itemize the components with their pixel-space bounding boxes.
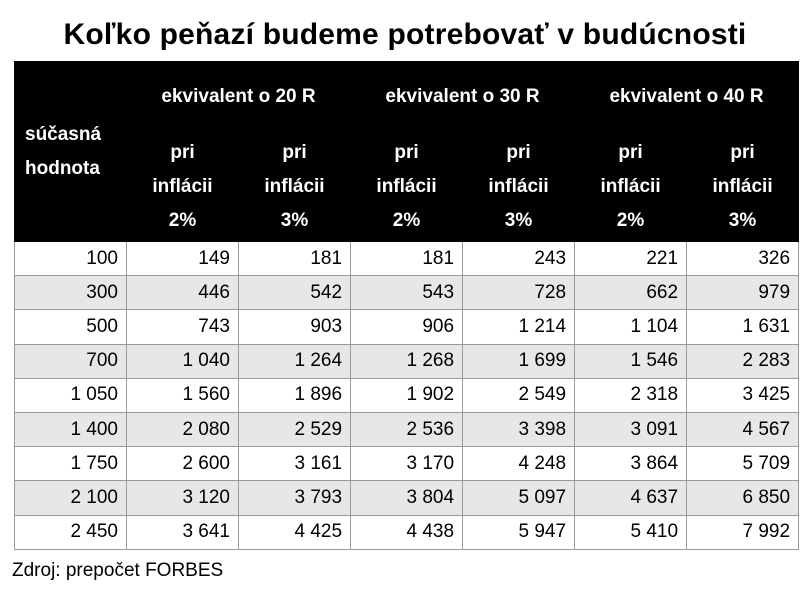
table-cell: 4 248 bbox=[463, 447, 575, 481]
table-cell: 3 161 bbox=[239, 447, 351, 481]
header-sub-line: inflácii bbox=[152, 176, 213, 197]
table-cell: 543 bbox=[351, 276, 463, 310]
source-note: Zdroj: prepočet FORBES bbox=[12, 560, 224, 581]
cell-current-value: 700 bbox=[15, 344, 127, 378]
table-cell: 2 318 bbox=[575, 378, 687, 412]
table-cell: 3 120 bbox=[127, 481, 239, 515]
header-sub-line: pri bbox=[730, 142, 755, 163]
table-row bbox=[15, 310, 799, 344]
table-cell: 3 091 bbox=[575, 412, 687, 446]
table-cell: 6 850 bbox=[687, 481, 799, 515]
table-cell: 2 600 bbox=[127, 447, 239, 481]
table-cell: 3 804 bbox=[351, 481, 463, 515]
header-sub-line: inflácii bbox=[600, 176, 661, 197]
table-row bbox=[15, 276, 799, 310]
header-sub-line: inflácii bbox=[488, 176, 549, 197]
table-cell: 221 bbox=[575, 242, 687, 276]
table-cell: 1 040 bbox=[127, 344, 239, 378]
header-sub-line: pri bbox=[618, 142, 643, 163]
header-row-inflation bbox=[15, 133, 799, 242]
table-cell: 1 902 bbox=[351, 378, 463, 412]
table-cell: 728 bbox=[463, 276, 575, 310]
header-sub-line: pri bbox=[394, 142, 419, 163]
table-row bbox=[15, 344, 799, 378]
table-cell: 903 bbox=[239, 310, 351, 344]
table-cell: 1 631 bbox=[687, 310, 799, 344]
header-inflation-3pct bbox=[463, 133, 575, 242]
header-current-value-line1: súčasná bbox=[25, 123, 102, 145]
table-cell: 3 170 bbox=[351, 447, 463, 481]
table-cell: 5 947 bbox=[463, 515, 575, 549]
table-cell: 662 bbox=[575, 276, 687, 310]
header-sub-line: pri bbox=[282, 142, 307, 163]
table-cell: 1 268 bbox=[351, 344, 463, 378]
table-cell: 2 080 bbox=[127, 412, 239, 446]
cell-current-value: 100 bbox=[15, 242, 127, 276]
table-row bbox=[15, 412, 799, 446]
table-cell: 743 bbox=[127, 310, 239, 344]
table-cell: 2 529 bbox=[239, 412, 351, 446]
header-group-20y: ekvivalent o 20 R bbox=[127, 62, 351, 133]
table-cell: 4 567 bbox=[687, 412, 799, 446]
table-cell: 3 641 bbox=[127, 515, 239, 549]
header-sub-line: 3% bbox=[280, 210, 309, 231]
table-cell: 5 097 bbox=[463, 481, 575, 515]
table-cell: 7 992 bbox=[687, 515, 799, 549]
table-cell: 446 bbox=[127, 276, 239, 310]
header-sub-line: inflácii bbox=[264, 176, 325, 197]
table-cell: 149 bbox=[127, 242, 239, 276]
cell-current-value: 1 750 bbox=[15, 447, 127, 481]
header-sub-line: pri bbox=[506, 142, 531, 163]
table-cell: 5 709 bbox=[687, 447, 799, 481]
cell-current-value: 500 bbox=[15, 310, 127, 344]
table-cell: 1 214 bbox=[463, 310, 575, 344]
table-cell: 3 864 bbox=[575, 447, 687, 481]
table-cell: 5 410 bbox=[575, 515, 687, 549]
header-inflation-3pct bbox=[239, 133, 351, 242]
table-row bbox=[15, 242, 799, 276]
page-title: Koľko peňazí budeme potrebovať v budúcnosti bbox=[63, 18, 747, 51]
table-cell: 181 bbox=[239, 242, 351, 276]
cell-current-value: 2 450 bbox=[15, 515, 127, 549]
cell-current-value: 300 bbox=[15, 276, 127, 310]
table-cell: 4 425 bbox=[239, 515, 351, 549]
table-cell: 243 bbox=[463, 242, 575, 276]
header-sub-line: 3% bbox=[728, 210, 757, 231]
table-row bbox=[15, 447, 799, 481]
table-cell: 2 549 bbox=[463, 378, 575, 412]
header-sub-line: 2% bbox=[616, 210, 645, 231]
header-group-40y: ekvivalent o 40 R bbox=[575, 62, 799, 133]
table-cell: 542 bbox=[239, 276, 351, 310]
table-row bbox=[15, 481, 799, 515]
header-inflation-2pct bbox=[351, 133, 463, 242]
table-cell: 4 637 bbox=[575, 481, 687, 515]
table-cell: 3 793 bbox=[239, 481, 351, 515]
table-row bbox=[15, 378, 799, 412]
data-table bbox=[14, 61, 799, 550]
table-cell: 326 bbox=[687, 242, 799, 276]
header-sub-line: inflácii bbox=[712, 176, 773, 197]
header-sub-line: 3% bbox=[504, 210, 533, 231]
header-inflation-2pct bbox=[575, 133, 687, 242]
header-sub-line: pri bbox=[170, 142, 195, 163]
table-cell: 1 896 bbox=[239, 378, 351, 412]
header-inflation-3pct bbox=[687, 133, 799, 242]
cell-current-value: 1 400 bbox=[15, 412, 127, 446]
table-cell: 1 560 bbox=[127, 378, 239, 412]
table-cell: 3 425 bbox=[687, 378, 799, 412]
table-cell: 1 546 bbox=[575, 344, 687, 378]
header-current-value bbox=[15, 62, 127, 242]
header-group-30y: ekvivalent o 30 R bbox=[351, 62, 575, 133]
header-sub-line: inflácii bbox=[376, 176, 437, 197]
table-cell: 181 bbox=[351, 242, 463, 276]
header-sub-line: 2% bbox=[168, 210, 197, 231]
header-inflation-2pct bbox=[127, 133, 239, 242]
table-cell: 979 bbox=[687, 276, 799, 310]
cell-current-value: 1 050 bbox=[15, 378, 127, 412]
table-cell: 3 398 bbox=[463, 412, 575, 446]
table-cell: 1 104 bbox=[575, 310, 687, 344]
table-cell: 2 283 bbox=[687, 344, 799, 378]
table-cell: 4 438 bbox=[351, 515, 463, 549]
header-current-value-line2: hodnota bbox=[25, 157, 100, 179]
header-sub-line: 2% bbox=[392, 210, 421, 231]
table-cell: 906 bbox=[351, 310, 463, 344]
table-cell: 1 264 bbox=[239, 344, 351, 378]
header-row-groups bbox=[15, 62, 799, 133]
table-row bbox=[15, 515, 799, 549]
table-cell: 2 536 bbox=[351, 412, 463, 446]
cell-current-value: 2 100 bbox=[15, 481, 127, 515]
table-body bbox=[15, 242, 799, 550]
table-cell: 1 699 bbox=[463, 344, 575, 378]
